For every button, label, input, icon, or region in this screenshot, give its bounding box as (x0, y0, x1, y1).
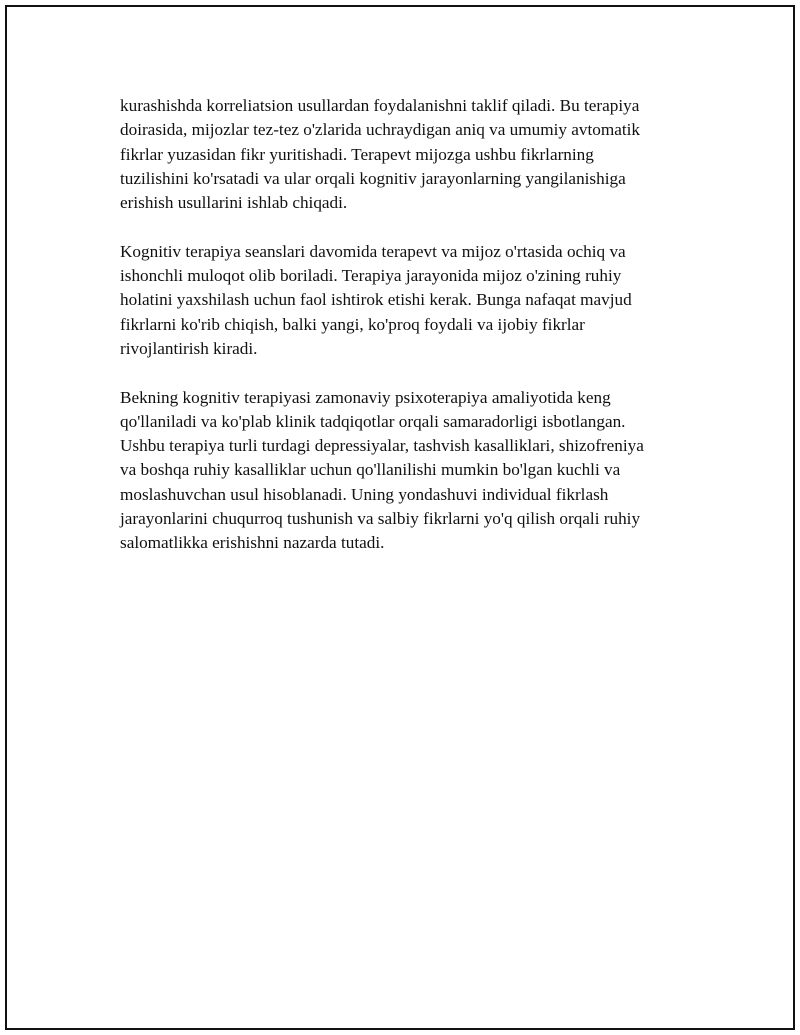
paragraph-line: rivojlantirish kiradi. (120, 338, 258, 358)
page-content (120, 94, 695, 556)
paragraph-spacer (120, 361, 695, 385)
paragraph-line: ishonchli muloqot olib boriladi. Terapiya jarayonida mijoz o'zining ruhiy (120, 266, 622, 286)
paragraph-line: tuzilishini ko'rsatadi va ular orqali kognitiv jarayonlarning yangilanishiga (120, 168, 626, 188)
paragraph-line: erishish usullarini ishlab chiqadi. (120, 193, 348, 213)
paragraph-line: fikrlarni ko'rib chiqish, balki yangi, ko'proq foydali va ijobiy fikrlar (120, 314, 585, 334)
paragraph-line: doirasida, mijozlar tez-tez o'zlarida uchraydigan aniq va umumiy avtomatik (120, 120, 640, 140)
paragraph-line: kurashishda korreliatsion usullardan foydalanishni taklif qiladi. Bu terapiya (120, 96, 640, 115)
paragraph-line: qo'llaniladi va ko'plab klinik tadqiqotlar orqali samaradorligi isbotlangan. (120, 411, 626, 431)
page-frame (5, 5, 795, 1030)
paragraph-2 (120, 240, 695, 361)
paragraph-line: jarayonlarini chuqurroq tushunish va salbiy fikrlarni yo'q qilish orqali ruhiy (120, 509, 641, 529)
paragraph-1 (120, 94, 695, 215)
paragraph-line: fikrlar yuzasidan fikr yuritishadi. Terapevt mijozga ushbu fikrlarning (120, 144, 594, 164)
paragraph-line: Bekning kognitiv terapiyasi zamonaviy psixoterapiya amaliyotida keng (120, 387, 611, 407)
paragraph-line: va boshqa ruhiy kasalliklar uchun qo'llanilishi mumkin bo'lgan kuchli va (120, 460, 621, 480)
paragraph-line: Kognitiv terapiya seanslari davomida terapevt va mijoz o'rtasida ochiq va (120, 241, 626, 261)
paragraph-3 (120, 386, 695, 556)
paragraph-line: holatini yaxshilash uchun faol ishtirok etishi kerak. Bunga nafaqat mavjud (120, 290, 632, 310)
paragraph-line: Ushbu terapiya turli turdagi depressiyalar, tashvish kasalliklari, shizofreniya (120, 436, 644, 456)
paragraph-line: moslashuvchan usul hisoblanadi. Uning yondashuvi individual fikrlash (120, 484, 609, 504)
paragraph-line: salomatlikka erishishni nazarda tutadi. (120, 533, 385, 553)
paragraph-spacer (120, 215, 695, 239)
